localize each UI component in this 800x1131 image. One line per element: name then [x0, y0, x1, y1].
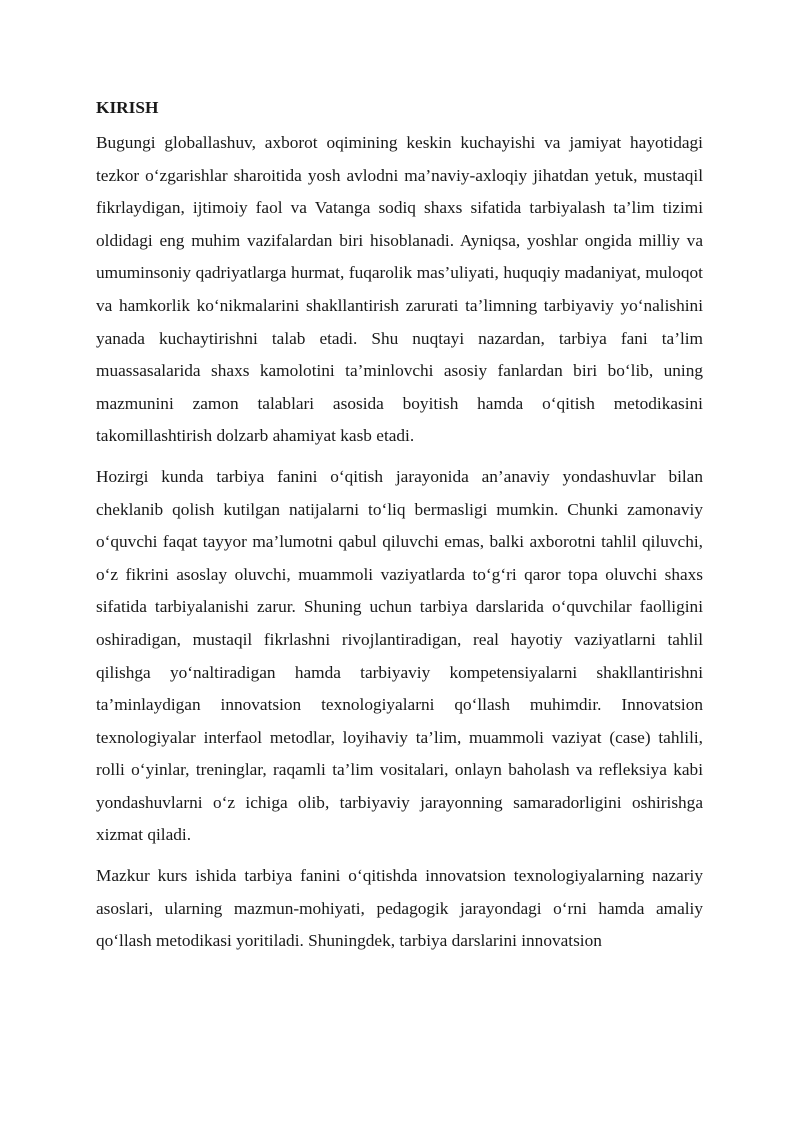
paragraph-1: Bugungi globallashuv, axborot oqimining keskin kuchayishi va jamiyat hayotidagi tezkor o‘zgarishlar sharoitida yosh avlodni ma’naviy-axloqiy jihatdan yetuk, mustaqil fikrlaydigan, ijtimoiy faol va Vatanga sodiq shaxs sifatida tarbiyalash ta’lim tizimi oldidagi eng muhim vazifalardan biri hisoblanadi. Ayniqsa, yoshlar ongida milliy va umuminsoniy qadriyatlarga hurmat, fuqarolik mas’uliyati, huquqiy madaniyat, muloqot va hamkorlik ko‘nikmalarini shakllantirish zarurati ta’limning tarbiyaviy yo‘nalishini yanada kuchaytirishni talab etadi. Shu nuqtayi nazardan, tarbiya fani ta’lim muassasalarida shaxs kamolotini ta’minlovchi asosiy fanlardan biri bo‘lib, uning mazmunini zamon talablari asosida boyitish hamda o‘qitish metodikasini takomillashtirish dolzarb ahamiyat kasb etadi. — [96, 133, 703, 446]
document-page — [96, 95, 703, 966]
paragraph-3: Mazkur kurs ishida tarbiya fanini o‘qitishda innovatsion texnologiyalarning nazariy asoslari, ularning mazmun-mohiyati, pedagogik jarayondagi o‘rni hamda amaliy qo‘llash metodikasi yoritiladi. Shuningdek, tarbiya darslarini innovatsion — [96, 866, 703, 951]
section-heading: KIRISH — [96, 98, 159, 117]
paragraph-2: Hozirgi kunda tarbiya fanini o‘qitish jarayonida an’anaviy yondashuvlar bilan cheklanib qolish kutilgan natijalarni to‘liq bermasligi mumkin. Chunki zamonaviy o‘quvchi faqat tayyor ma’lumotni qabul qiluvchi emas, balki axborotni tahlil qiluvchi, o‘z fikrini asoslay oluvchi, muammoli vaziyatlarda to‘g‘ri qaror topa oluvchi shaxs sifatida tarbiyalanishi zarur. Shuning uchun tarbiya darslarida o‘quvchilar faolligini oshiradigan, mustaqil fikrlashni rivojlantiradigan, real hayotiy vaziyatlarni tahlil qilishga yo‘naltiradigan hamda tarbiyaviy kompetensiyalarni shakllantirishni ta’minlaydigan innovatsion texnologiyalarni qo‘llash muhimdir. Innovatsion texnologiyalar interfaol metodlar, loyihaviy ta’lim, muammoli vaziyat (case) tahlili, rolli o‘yinlar, treninglar, raqamli ta’lim vositalari, onlayn baholash va refleksiya kabi yondashuvlarni o‘z ichiga olib, tarbiyaviy jarayonning samaradorligini oshirishga xizmat qiladi. — [96, 466, 703, 845]
